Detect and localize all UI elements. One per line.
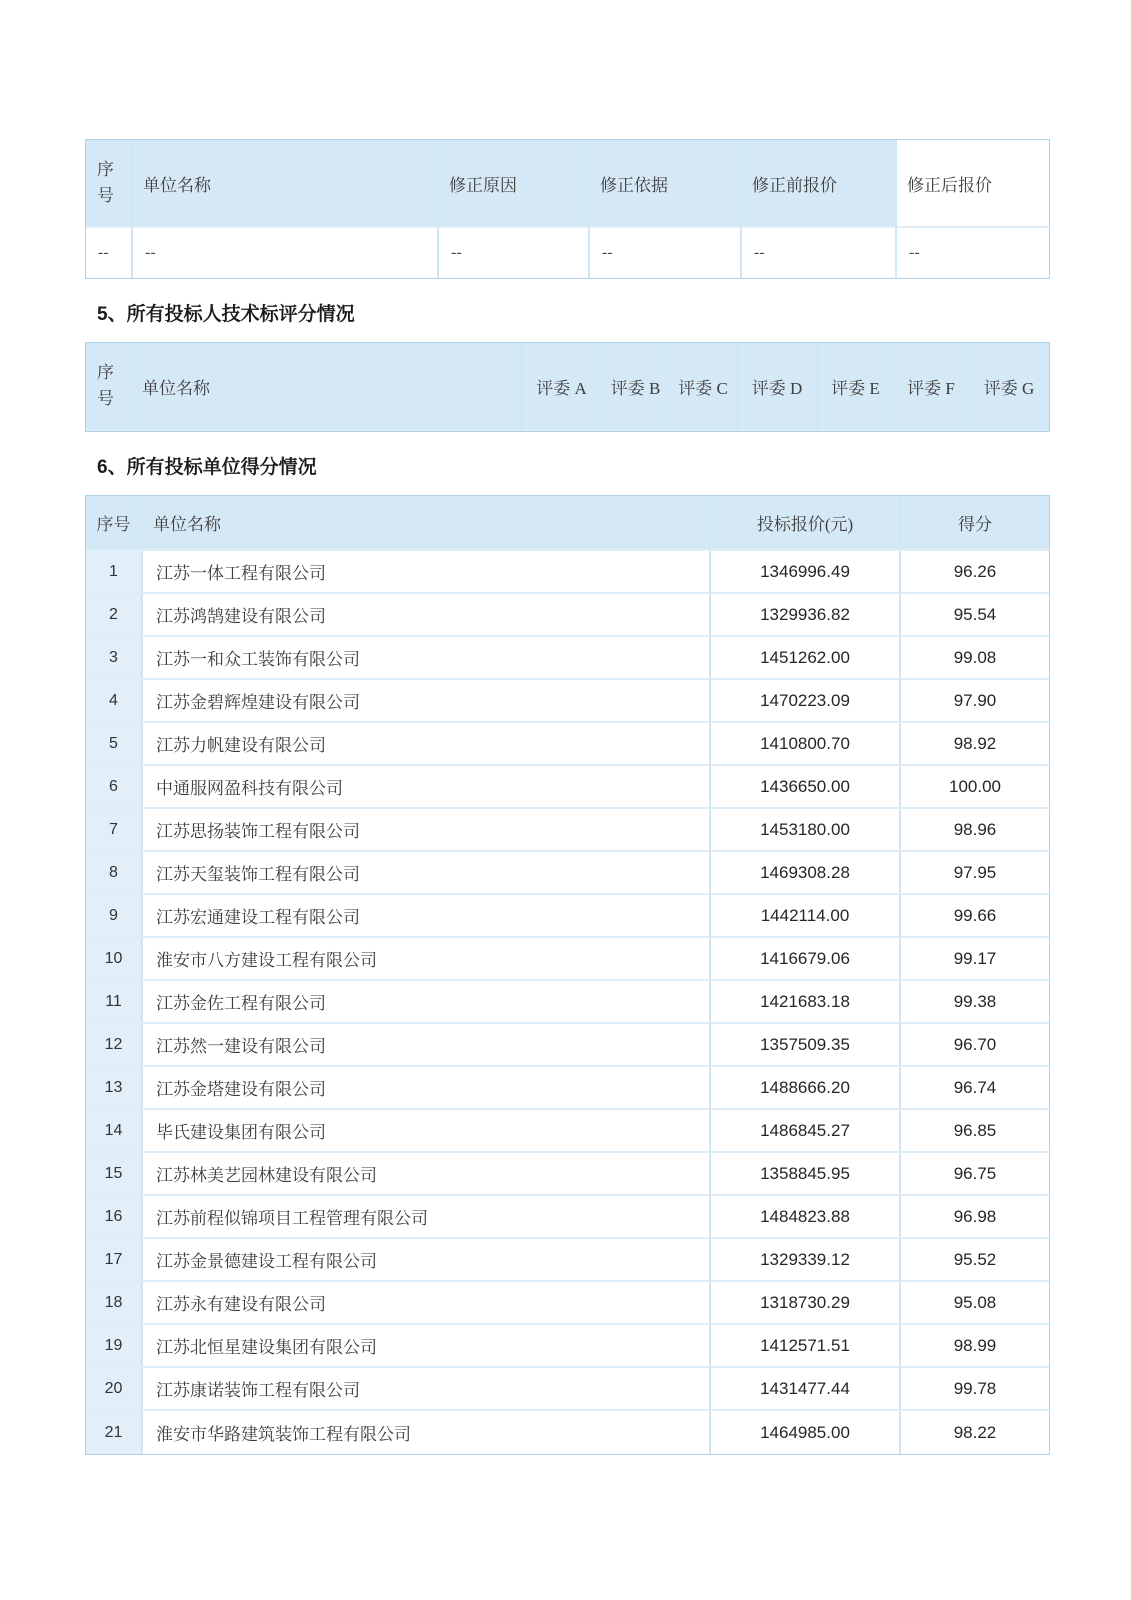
cell-no: 18 [86,1282,143,1325]
header-company: 单位名称 [133,140,439,228]
cell-name: 江苏然一建设有限公司 [143,1024,711,1067]
table-row [86,852,1049,895]
cell-score: 95.08 [901,1282,1049,1325]
cell-score: 98.92 [901,723,1049,766]
cell-no: 21 [86,1411,143,1454]
cell-price: 1412571.51 [711,1325,901,1368]
cell-name: 中通服网盈科技有限公司 [143,766,711,809]
cell-no: 15 [86,1153,143,1196]
cell-no: 11 [86,981,143,1024]
cell-name: 江苏北恒星建设集团有限公司 [143,1325,711,1368]
cell-score: 99.78 [901,1368,1049,1411]
cell-no: 6 [86,766,143,809]
cell-score: 97.95 [901,852,1049,895]
cell-score: 95.54 [901,594,1049,637]
cell-price: 1488666.20 [711,1067,901,1110]
cell-name: 江苏金碧辉煌建设有限公司 [143,680,711,723]
cell-no: 8 [86,852,143,895]
header-judge-d: 评委 D [738,343,818,431]
table-row [86,637,1049,680]
tech-score-table [85,342,1050,432]
section-6-title: 6、所有投标单位得分情况 [97,457,317,478]
cell-price: 1410800.70 [711,723,901,766]
cell-name: 江苏林美艺园林建设有限公司 [143,1153,711,1196]
table-row [86,766,1049,809]
cell-price-after: -- [909,244,920,261]
table-row [86,895,1049,938]
cell-price: 1436650.00 [711,766,901,809]
cell-seq: -- [86,228,133,278]
correction-table [85,139,1050,279]
cell-name: 江苏前程似锦项目工程管理有限公司 [143,1196,711,1239]
cell-price: 1464985.00 [711,1411,901,1454]
cell-score: 96.98 [901,1196,1049,1239]
cell-score: 96.70 [901,1024,1049,1067]
table-row [86,680,1049,723]
table-row [86,1411,1049,1454]
header-correction-basis: 修正依据 [590,140,742,228]
table-row [86,1024,1049,1067]
cell-score: 99.66 [901,895,1049,938]
table-row [86,551,1049,594]
table-row [86,1239,1049,1282]
header-company: 单位名称 [143,496,711,551]
cell-price: 1431477.44 [711,1368,901,1411]
cell-no: 2 [86,594,143,637]
cell-score: 96.26 [901,551,1049,594]
header-judge-a: 评委 A [522,343,603,431]
header-company: 单位名称 [132,343,522,431]
cell-no: 14 [86,1110,143,1153]
cell-score: 99.08 [901,637,1049,680]
header-correction-reason: 修正原因 [439,140,590,228]
cell-price: 1442114.00 [711,895,901,938]
cell-score: 96.85 [901,1110,1049,1153]
table-row [86,981,1049,1024]
cell-no: 4 [86,680,143,723]
table-row [86,1153,1049,1196]
cell-no: 7 [86,809,143,852]
cell-company: -- [133,228,439,278]
cell-price: 1318730.29 [711,1282,901,1325]
cell-no: 5 [86,723,143,766]
cell-name: 毕氏建设集团有限公司 [143,1110,711,1153]
cell-basis: -- [590,228,742,278]
header-judge-b: 评委 B [603,343,670,431]
header-judge-e: 评委 E [818,343,895,431]
cell-score: 96.75 [901,1153,1049,1196]
tech-header-row [86,343,1049,431]
table-row [86,228,1049,278]
cell-no: 9 [86,895,143,938]
table-row [86,1282,1049,1325]
cell-score: 96.74 [901,1067,1049,1110]
table-row [86,1368,1049,1411]
table-row [86,594,1049,637]
cell-no: 19 [86,1325,143,1368]
correction-header-row [86,140,1049,228]
header-score: 得分 [901,496,1049,551]
cell-price: 1346996.49 [711,551,901,594]
cell-name: 淮安市八方建设工程有限公司 [143,938,711,981]
cell-score: 99.17 [901,938,1049,981]
table-row [86,1196,1049,1239]
cell-price: 1329936.82 [711,594,901,637]
cell-name: 江苏一和众工装饰有限公司 [143,637,711,680]
cell-price: 1484823.88 [711,1196,901,1239]
cell-price: 1357509.35 [711,1024,901,1067]
header-seq: 序号 [86,343,132,431]
cell-price: 1329339.12 [711,1239,901,1282]
table-row [86,1110,1049,1153]
cell-name: 江苏金佐工程有限公司 [143,981,711,1024]
cell-price: 1358845.95 [711,1153,901,1196]
cell-no: 12 [86,1024,143,1067]
section-5-title: 5、所有投标人技术标评分情况 [97,304,355,325]
table-row [86,938,1049,981]
cell-name: 淮安市华路建筑装饰工程有限公司 [143,1411,711,1454]
cell-price: 1486845.27 [711,1110,901,1153]
cell-name: 江苏宏通建设工程有限公司 [143,895,711,938]
score-table [85,495,1050,1455]
header-seq: 序号 [86,496,143,551]
cell-score: 99.38 [901,981,1049,1024]
cell-name: 江苏一体工程有限公司 [143,551,711,594]
cell-name: 江苏思扬装饰工程有限公司 [143,809,711,852]
cell-price-before: -- [742,228,897,278]
table-row [86,1325,1049,1368]
cell-no: 16 [86,1196,143,1239]
cell-score: 98.22 [953,1422,997,1442]
table-row [86,723,1049,766]
cell-price: 1470223.09 [711,680,901,723]
header-bid-price: 投标报价(元) [711,496,901,551]
header-seq: 序号 [86,140,133,228]
cell-no: 17 [86,1239,143,1282]
cell-price: 1416679.06 [711,938,901,981]
cell-name: 江苏天玺装饰工程有限公司 [143,852,711,895]
cell-name: 江苏金塔建设有限公司 [143,1067,711,1110]
cell-price: 1453180.00 [711,809,901,852]
cell-score: 100.00 [901,766,1049,809]
cell-no: 3 [86,637,143,680]
header-price-before: 修正前报价 [742,140,897,228]
cell-name: 江苏金景德建设工程有限公司 [143,1239,711,1282]
cell-name: 江苏永有建设有限公司 [143,1282,711,1325]
header-judge-c: 评委 C [670,343,738,431]
header-judge-g: 评委 G [969,343,1049,431]
cell-price: 1421683.18 [711,981,901,1024]
cell-name: 江苏力帆建设有限公司 [143,723,711,766]
cell-no: 1 [86,551,143,594]
cell-score: 97.90 [901,680,1049,723]
cell-score: 98.99 [901,1325,1049,1368]
cell-name: 江苏鸿鹄建设有限公司 [143,594,711,637]
header-judge-f: 评委 F [895,343,969,431]
header-price-after: 修正后报价 [897,140,1049,228]
score-header-row [86,496,1049,551]
cell-name: 江苏康诺装饰工程有限公司 [143,1368,711,1411]
cell-no: 10 [86,938,143,981]
cell-price: 1469308.28 [711,852,901,895]
cell-price: 1451262.00 [711,637,901,680]
cell-reason: -- [439,228,590,278]
cell-score: 98.96 [901,809,1049,852]
table-row [86,1067,1049,1110]
cell-no: 13 [86,1067,143,1110]
cell-score: 95.52 [901,1239,1049,1282]
cell-no: 20 [86,1368,143,1411]
table-row [86,809,1049,852]
